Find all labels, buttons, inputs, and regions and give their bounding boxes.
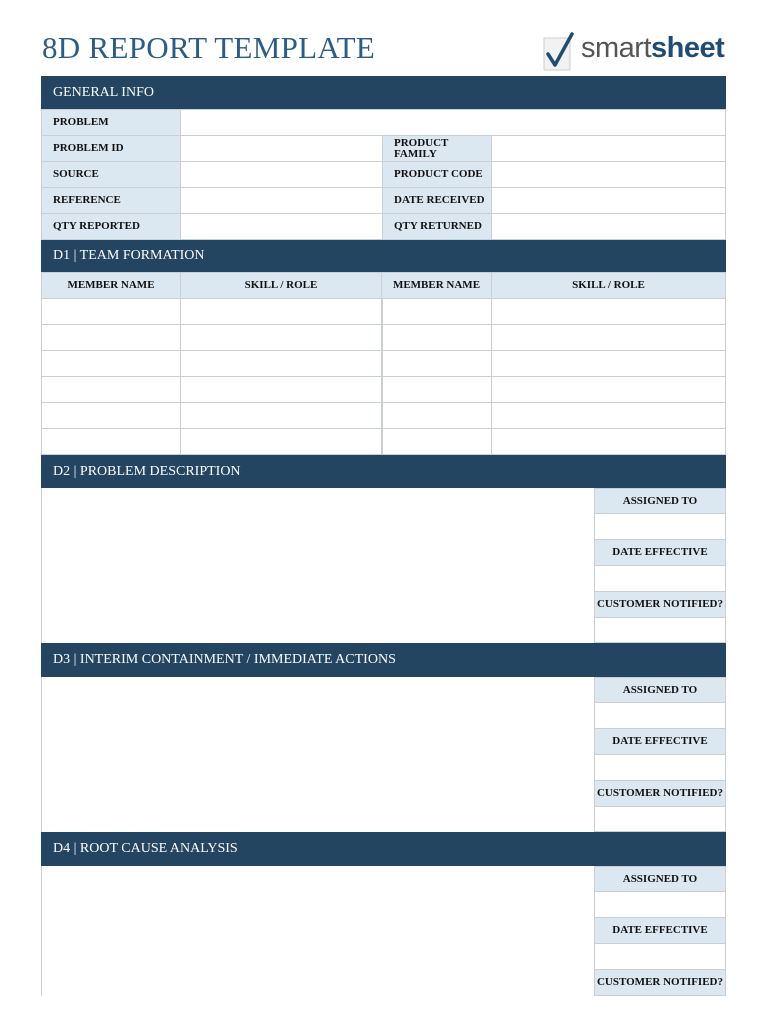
d3-header: D3 | INTERIM CONTAINMENT / IMMEDIATE ACTIONS: [41, 643, 726, 677]
team-cell[interactable]: [180, 324, 382, 351]
team-cell[interactable]: [491, 350, 726, 377]
d4-analysis-area[interactable]: [41, 866, 595, 996]
product-family-label: PRODUCT FAMILY: [382, 135, 492, 162]
team-cell[interactable]: [180, 428, 382, 455]
team-cell[interactable]: [491, 402, 726, 429]
team-cell[interactable]: [41, 376, 181, 403]
d4-customer-notified-label: CUSTOMER NOTIFIED?: [594, 969, 726, 996]
d2-date-effective-field[interactable]: [594, 565, 726, 592]
team-cell[interactable]: [381, 350, 492, 377]
team-cell[interactable]: [381, 324, 492, 351]
d3-customer-notified-field[interactable]: [594, 806, 726, 832]
d2-date-effective-label: DATE EFFECTIVE: [594, 539, 726, 566]
team-cell[interactable]: [491, 376, 726, 403]
qty-returned-field[interactable]: [491, 213, 726, 240]
member-name-header-1: MEMBER NAME: [41, 272, 181, 299]
d4-assigned-to-label: ASSIGNED TO: [594, 866, 726, 892]
d2-customer-notified-label: CUSTOMER NOTIFIED?: [594, 591, 726, 618]
general-info-header: GENERAL INFO: [41, 76, 726, 109]
team-cell[interactable]: [41, 350, 181, 377]
team-cell[interactable]: [381, 402, 492, 429]
d4-date-effective-field[interactable]: [594, 943, 726, 970]
d3-date-effective-label: DATE EFFECTIVE: [594, 728, 726, 755]
smartsheet-logo: [543, 28, 733, 74]
team-cell[interactable]: [180, 298, 382, 325]
team-cell[interactable]: [381, 376, 492, 403]
reference-field[interactable]: [180, 187, 383, 214]
problem-id-field[interactable]: [180, 135, 383, 162]
d1-header: D1 | TEAM FORMATION: [41, 240, 726, 272]
team-cell[interactable]: [381, 428, 492, 455]
team-cell[interactable]: [41, 428, 181, 455]
reference-label: REFERENCE: [41, 187, 181, 214]
logo-wordmark: smartsheet: [581, 32, 725, 64]
team-cell[interactable]: [491, 324, 726, 351]
problem-id-label: PROBLEM ID: [41, 135, 181, 162]
qty-reported-label: QTY REPORTED: [41, 213, 181, 240]
team-cell[interactable]: [180, 402, 382, 429]
source-label: SOURCE: [41, 161, 181, 188]
d4-assigned-to-field[interactable]: [594, 891, 726, 918]
team-cell[interactable]: [41, 402, 181, 429]
d4-header: D4 | ROOT CAUSE ANALYSIS: [41, 832, 726, 866]
team-cell[interactable]: [41, 324, 181, 351]
page-title: 8D REPORT TEMPLATE: [42, 30, 376, 65]
skill-role-header-1: SKILL / ROLE: [180, 272, 382, 299]
team-cell[interactable]: [381, 298, 492, 325]
team-cell[interactable]: [41, 298, 181, 325]
checkmark-icon: [543, 32, 575, 72]
d3-assigned-to-label: ASSIGNED TO: [594, 677, 726, 703]
problem-label: PROBLEM: [41, 109, 181, 136]
d2-header: D2 | PROBLEM DESCRIPTION: [41, 455, 726, 488]
d4-date-effective-label: DATE EFFECTIVE: [594, 917, 726, 944]
skill-role-header-2: SKILL / ROLE: [491, 272, 726, 299]
team-cell[interactable]: [491, 428, 726, 455]
d3-date-effective-field[interactable]: [594, 754, 726, 781]
d3-customer-notified-label: CUSTOMER NOTIFIED?: [594, 780, 726, 807]
qty-returned-label: QTY RETURNED: [382, 213, 492, 240]
date-received-label: DATE RECEIVED: [382, 187, 492, 214]
team-cell[interactable]: [180, 350, 382, 377]
d2-assigned-to-field[interactable]: [594, 513, 726, 540]
date-received-field[interactable]: [491, 187, 726, 214]
d2-customer-notified-field[interactable]: [594, 617, 726, 643]
problem-field[interactable]: [180, 109, 726, 136]
team-cell[interactable]: [491, 298, 726, 325]
d3-assigned-to-field[interactable]: [594, 702, 726, 729]
member-name-header-2: MEMBER NAME: [381, 272, 492, 299]
product-family-field[interactable]: [491, 135, 726, 162]
team-cell[interactable]: [180, 376, 382, 403]
product-code-field[interactable]: [491, 161, 726, 188]
d3-actions-area[interactable]: [41, 677, 595, 832]
source-field[interactable]: [180, 161, 383, 188]
d2-assigned-to-label: ASSIGNED TO: [594, 488, 726, 514]
d2-description-area[interactable]: [41, 488, 595, 643]
qty-reported-field[interactable]: [180, 213, 383, 240]
product-code-label: PRODUCT CODE: [382, 161, 492, 188]
